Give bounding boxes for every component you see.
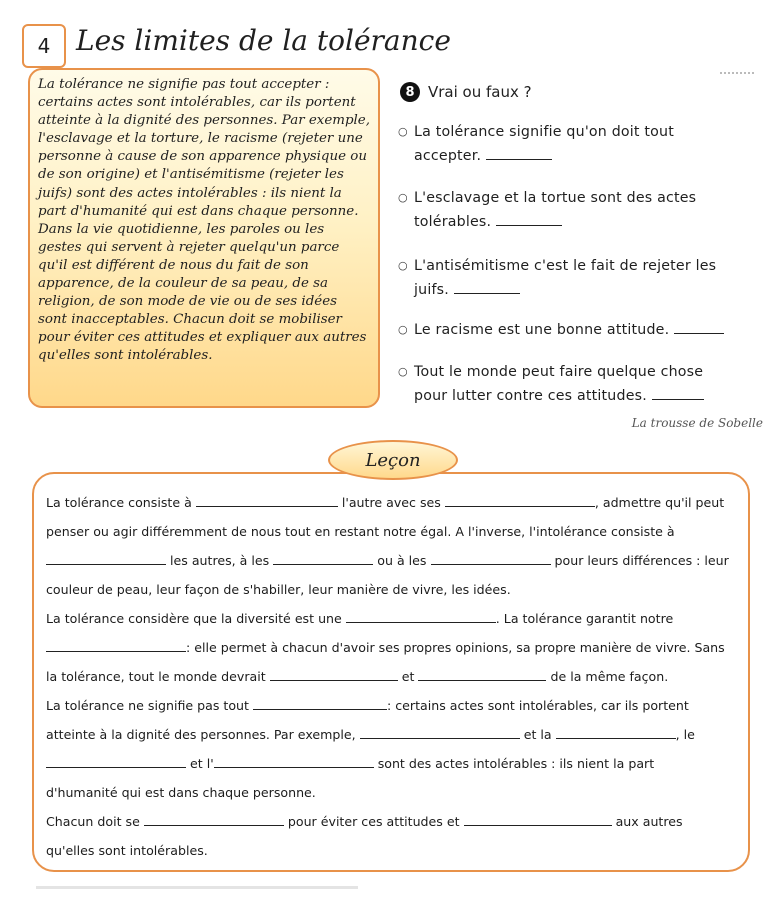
bullet-circle-icon: ○ <box>398 323 408 336</box>
fill-blank[interactable] <box>418 669 546 681</box>
fill-blank[interactable] <box>196 495 338 507</box>
fill-blank[interactable] <box>46 553 166 565</box>
lesson-line: les autres, à les ou à les pour leurs différences : leur <box>46 546 740 575</box>
statement-line: tolérables. <box>414 214 492 230</box>
fill-blank[interactable] <box>270 669 398 681</box>
bullet-circle-icon: ○ <box>398 125 408 138</box>
bullet-circle-icon: ○ <box>398 191 408 204</box>
fill-blank[interactable] <box>556 727 676 739</box>
list-item <box>398 360 760 408</box>
fill-blank[interactable] <box>445 495 595 507</box>
lesson-line: d'humanité qui est dans chaque personne. <box>46 785 316 800</box>
statement-line: Le racisme est une bonne attitude. <box>414 322 670 338</box>
lesson-line: La tolérance consiste à l'autre avec ses , admettre qu'il peut <box>46 495 725 510</box>
fill-blank[interactable] <box>346 611 496 623</box>
lesson-line: la tolérance, tout le monde devrait et de la même façon. <box>46 669 669 684</box>
fill-blank[interactable] <box>214 756 374 768</box>
lesson-line: atteinte à la dignité des personnes. Par exemple, et la , le <box>46 727 695 742</box>
lesson-line: : elle permet à chacun d'avoir ses propres opinions, sa propre manière de vivre. Sans <box>46 633 740 662</box>
lesson-line: qu'elles sont intolérables. <box>46 843 208 858</box>
fill-blank[interactable] <box>273 553 373 565</box>
fill-blank[interactable] <box>253 698 387 710</box>
section-number-badge: 4 <box>22 24 66 68</box>
page-title: Les limites de la tolérance <box>76 24 451 57</box>
exercise-title: Vrai ou faux ? <box>428 83 532 101</box>
fill-blank[interactable] <box>464 814 612 826</box>
lesson-line: La tolérance ne signifie pas tout : certains actes sont intolérables, car ils portent <box>46 698 689 713</box>
exercise-number-icon: 8 <box>400 82 420 102</box>
lesson-line: Chacun doit se pour éviter ces attitudes et aux autres <box>46 814 683 829</box>
fill-blank[interactable] <box>144 814 284 826</box>
statement-line: La tolérance signifie qu'on doit tout <box>414 124 675 140</box>
lesson-line: La tolérance considère que la diversité est une . La tolérance garantit notre <box>46 611 674 626</box>
statement-line: pour lutter contre ces attitudes. <box>414 388 647 404</box>
answer-blank[interactable] <box>496 213 562 226</box>
lesson-line: couleur de peau, leur façon de s'habiller, leur manière de vivre, les idées. <box>46 582 511 597</box>
list-item <box>398 254 760 302</box>
bullet-circle-icon: ○ <box>398 259 408 272</box>
info-text: La tolérance ne signifie pas tout accepter : certains actes sont intolérables, car ils portent atteinte à la dignité des personnes. Par exemple, l'esclavage et la torture, le racisme (rejeter une personne à cause de son apparence physique ou de son origine) et l'antisémitisme (rejeter les juifs) sont des actes intolérables : ils nient la part d'humanité qui est dans chaque personne. Dans la vie quotidienne, les paroles ou les gestes qui servent à rejeter quelqu'un parce qu'il est différent de nous du fait de son apparence, de la couleur de sa peau, de sa religion, de son mode de vie ou de ses idées sont inacceptables. Chacun doit se mobiliser pour éviter ces attitudes et expliquer aux autres qu'elles sont intolérables. <box>38 77 370 364</box>
answer-blank[interactable] <box>674 321 724 334</box>
statement-line: L'antisémitisme c'est le fait de rejeter les <box>414 258 717 274</box>
statement-line: Tout le monde peut faire quelque chose <box>414 364 704 380</box>
statement-line: juifs. <box>414 282 449 298</box>
lesson-line: penser ou agir différemment de nous tout en restant notre égal. A l'inverse, l'intolérance consiste à <box>46 524 675 539</box>
exercise-header <box>400 82 532 102</box>
bottom-divider <box>36 886 358 889</box>
fill-blank[interactable] <box>46 640 186 652</box>
answer-blank[interactable] <box>652 387 704 400</box>
list-item <box>398 186 760 234</box>
info-box <box>28 68 380 408</box>
decorative-dash <box>720 72 754 74</box>
answer-blank[interactable] <box>454 281 520 294</box>
list-item <box>398 318 760 342</box>
lesson-line: et l' sont des actes intolérables : ils nient la part <box>46 749 740 778</box>
lesson-title: Leçon <box>328 440 458 480</box>
bullet-circle-icon: ○ <box>398 365 408 378</box>
lesson-text <box>46 488 740 865</box>
credit-text: La trousse de Sobelle <box>631 416 763 430</box>
fill-blank[interactable] <box>46 756 186 768</box>
fill-blank[interactable] <box>431 553 551 565</box>
answer-blank[interactable] <box>486 147 552 160</box>
list-item <box>398 120 760 168</box>
statement-line: L'esclavage et la tortue sont des actes <box>414 190 697 206</box>
fill-blank[interactable] <box>360 727 520 739</box>
statement-line: accepter. <box>414 148 482 164</box>
